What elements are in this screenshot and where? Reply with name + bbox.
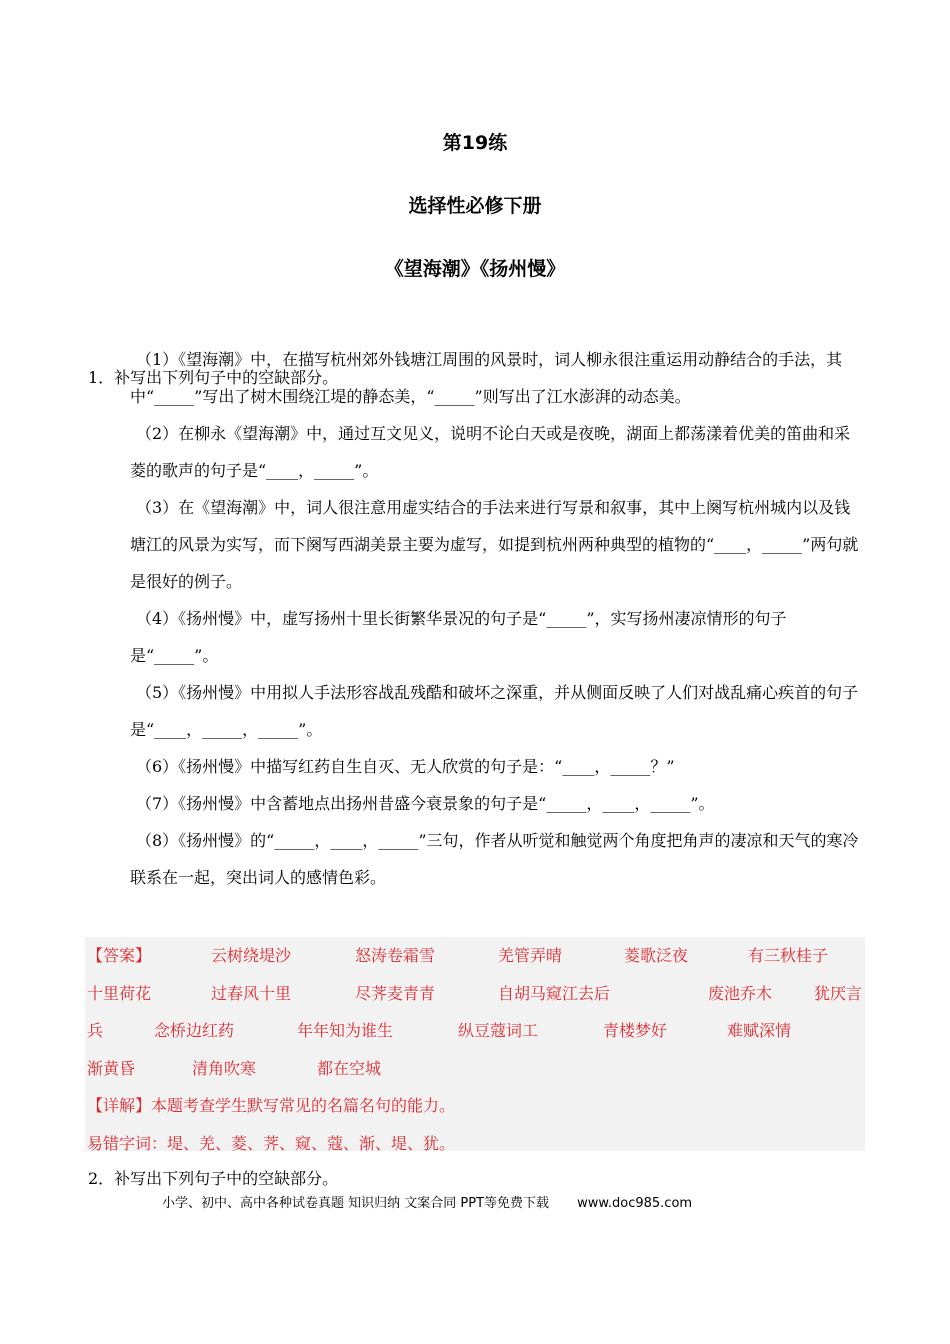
answer-phrase: 犹厌言 [814,983,863,1003]
question-item-6: （6）《扬州慢》中描写红药自生自灭、无人欣赏的句子是：“____，_____？” [136,757,675,776]
question-item-5: （5）《扬州慢》中用拟人手法形容战乱残酷和破坏之深重，并从侧面反映了人们对战乱痛心疾首的句子是“____，_____，_____”。 [130,683,859,739]
answer-phrase: 云树绕堤沙 [211,946,292,965]
answer-detail-row [85,1087,865,1125]
answer-typos: 易错字词：堤、羌、菱、荠、窥、蔻、渐、堤、犹。 [87,1133,456,1153]
answer-detail: 【详解】本题考查学生默写常见的名篇名句的能力。 [87,1096,456,1115]
answer-phrase: 都在空城 [317,1058,382,1078]
answer-phrase: 过春风十里 [211,983,292,1003]
lesson-title: 第19练 [442,132,508,154]
works-title: 《望海潮》《扬州慢》 [384,258,566,280]
answer-phrase: 自胡马窥江去后 [498,983,611,1003]
footer-url[interactable]: www.doc985.com [577,1196,693,1211]
question-item-7: （7）《扬州慢》中含蓄地点出扬州昔盛今衰景象的句子是“_____，____，_____”。 [136,794,715,813]
answer-row-2 [85,975,865,1013]
answer-row-3 [85,1012,865,1050]
footer-text: 小学、初中、高中各种试卷真题 知识归纳 文案合同 PPT等免费下载 [162,1196,550,1211]
answer-phrase: 废池乔木 [708,983,773,1003]
page-footer [162,1192,692,1211]
question-item-8: （8）《扬州慢》的“_____，____，_____”三句，作者从听觉和触觉两个角度把角声的凄凉和天气的寒冷联系在一起，突出词人的感情色彩。 [130,831,859,887]
answer-phrase: 尽荠麦青青 [355,983,436,1003]
question-item-4: （4）《扬州慢》中，虚写扬州十里长街繁华景况的句子是“_____”，实写扬州凄凉情形的句子是“_____”。 [130,609,787,665]
answer-phrase: 念桥边红药 [154,1021,235,1040]
answer-row-4 [85,1050,865,1088]
answer-phrase: 年年知为谁生 [297,1021,394,1040]
answer-phrase: 青楼梦好 [603,1021,668,1040]
answer-phrase: 十里荷花 [87,983,152,1003]
question-1-item-list [130,341,860,896]
answer-phrase: 有三秋桂子 [748,946,829,965]
answer-typos-row [85,1125,865,1163]
answer-phrase: 怒涛卷霜雪 [355,946,436,965]
answer-block [85,937,865,1151]
answer-phrase: 纵豆蔻词工 [458,1021,539,1040]
question-2-stem: 2．补写出下列句子中的空缺部分。 [88,1169,339,1188]
question-1-stem: 1．补写出下列句子中的空缺部分。 [88,368,339,387]
volume-title: 选择性必修下册 [408,195,542,217]
answer-row-1 [85,937,865,975]
answer-phrase: 渐黄昏 [87,1058,136,1078]
answer-phrase: 清角吹寒 [192,1058,257,1078]
question-item-3: （3）在《望海潮》中，词人很注意用虚实结合的手法来进行写景和叙事，其中上阕写杭州城内以及钱塘江的风景为实写，而下阕写西湖美景主要为虚写，如提到杭州两种典型的植物的“____，_____”两句就是很好的例子。 [130,498,859,591]
answer-phrase: 羌管弄晴 [498,946,563,965]
answer-phrase: 难赋深情 [727,1021,792,1040]
answer-label: 【答案】 [87,946,152,965]
answer-phrase: 兵 [87,1021,104,1040]
answer-phrase: 菱歌泛夜 [624,946,689,965]
question-item-1: （1）《望海潮》中，在描写杭州郊外钱塘江周围的风景时，词人柳永很注重运用动静结合的手法，其中“_____”写出了树木围绕江堤的静态美，“_____”则写出了江水澎湃的动态美。 [130,350,843,406]
question-item-2: （2）在柳永《望海潮》中，通过互文见义，说明不论白天或是夜晚，湖面上都荡漾着优美的笛曲和采菱的歌声的句子是“____，_____”。 [130,424,851,480]
